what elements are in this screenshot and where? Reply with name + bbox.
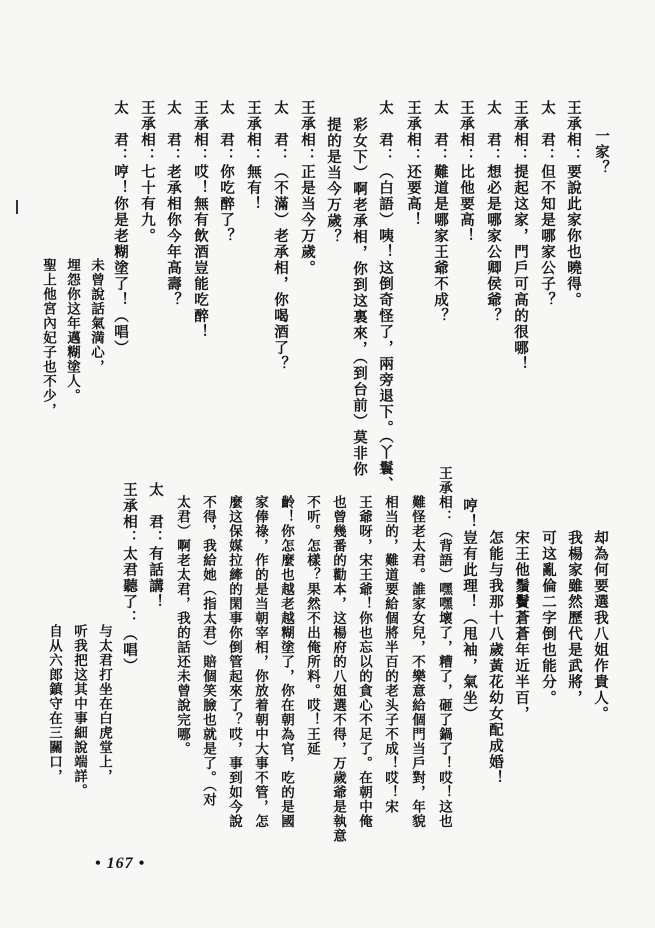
text-column-40: 太 君：有話講！: [147, 482, 164, 610]
text-column-13: 太 君：（不滿）老承相，你喝酒了？: [272, 100, 289, 372]
text-column-6: 王承相：比他要高！: [458, 100, 475, 244]
margin-mark: [16, 200, 18, 214]
verse-line-6: 自从六郎鎮守在三關口，: [46, 566, 62, 784]
verse-line-4: 与太君打坐在白虎堂上，: [96, 566, 112, 784]
text-column-12: 王承相：正是当今万歲。: [299, 100, 316, 276]
text-column-2: 王承相：要說此家你也曉得。: [565, 100, 582, 308]
text-column-29: 王承相：（背語）嘿嘿壞了，糟了，砸了鍋了！哎！这也: [436, 466, 452, 829]
text-column-30: 難怪老太君。誰家女兒，不樂意給個門当戶對，年貌: [409, 466, 425, 829]
text-column-16: 王承相：哎！無有飲酒豈能吃醉！: [192, 100, 209, 340]
text-column-36: 家俸祿，作的是当朝宰相，你放着朝中大事不管，怎: [252, 466, 268, 829]
text-column-8: 王承相：还要高！: [405, 100, 422, 228]
text-column-14: 王承相：無有！: [245, 100, 262, 212]
text-column-38: 不得，我給她（指太君）賠個笑臉也就是了。（对: [200, 466, 216, 808]
text-column-27: 怎能与我那十八歲黃花幼女配成婚！: [487, 466, 504, 786]
text-column-15: 太 君：你吃醉了？: [218, 100, 235, 244]
text-column-1: 一家？: [593, 128, 610, 176]
text-column-10: 彩女下）啊老承相，你到这裏來，（到台前）莫非你: [351, 117, 368, 478]
verse-line-5: 听我把这其中事細說端詳。: [71, 566, 87, 798]
text-column-39: 太君）啊老太君，我的話还未曾說完哪。: [174, 466, 190, 756]
text-column-9: 太 君：（白語）咦！这倒奇怪了，兩旁退下。（丫鬟、: [377, 100, 394, 493]
verse-line-3: 聖上他宮內妃子也不少，: [40, 200, 56, 418]
text-column-26: 宋王他鬚鬢蒼蒼年近半百，: [513, 466, 530, 722]
text-column-32: 王爺呀，宋王爺！你也忘以的貪心不足了。在朝中俺: [356, 466, 372, 829]
text-column-19: 太 君：哼！你是老糊塗了！（唱）: [112, 100, 129, 356]
text-column-18: 王承相：七十有九。: [139, 100, 156, 244]
text-column-11: 提的是当今万歲？: [325, 117, 342, 245]
text-column-28: 哼！豈有此理！（甩袖，氣坐）: [461, 466, 478, 722]
text-column-24: 我楊家雖然歷代是武將，: [566, 466, 583, 706]
text-column-37: 麼这保媒拉縴的閑事你倒管起來了？哎，事到如今說: [226, 466, 242, 829]
text-column-17: 太 君：老承相你今年高壽？: [165, 100, 182, 308]
text-column-34: 不听。怎樣？果然不出俺所料。哎！王延: [304, 466, 320, 756]
text-column-5: 太 君：想必是哪家公卿侯爺？: [485, 100, 502, 324]
text-column-41: 王承相：太君聽了：（唱）: [121, 482, 138, 674]
text-column-3: 太 君：但不知是哪家公子？: [539, 100, 556, 308]
text-column-4: 王承相：提起这家，門戶可高的很哪！: [512, 100, 529, 372]
text-column-33: 也曾幾番的勸本，这楊府的八姐選不得，万歲爺是執意: [330, 466, 346, 843]
verse-line-2: 埋怨你这年邁糊塗人。: [64, 200, 80, 403]
verse-line-1: 未曾說話氣満心，: [88, 200, 104, 374]
page-number: • 167 •: [95, 855, 146, 872]
text-column-25: 可这亂倫二字倒也能分。: [540, 466, 557, 706]
text-column-23: 却為何要選我八姐作貴人。: [592, 466, 609, 722]
text-column-7: 太 君：難道是哪家王爺不成？: [432, 100, 449, 324]
text-column-31: 相当的，難道要給個將半百的老头子不成！哎！宋: [382, 466, 398, 814]
text-column-35: 齡！你怎麼也越老越糊塗了，你在朝為官，吃的是國: [278, 466, 294, 829]
